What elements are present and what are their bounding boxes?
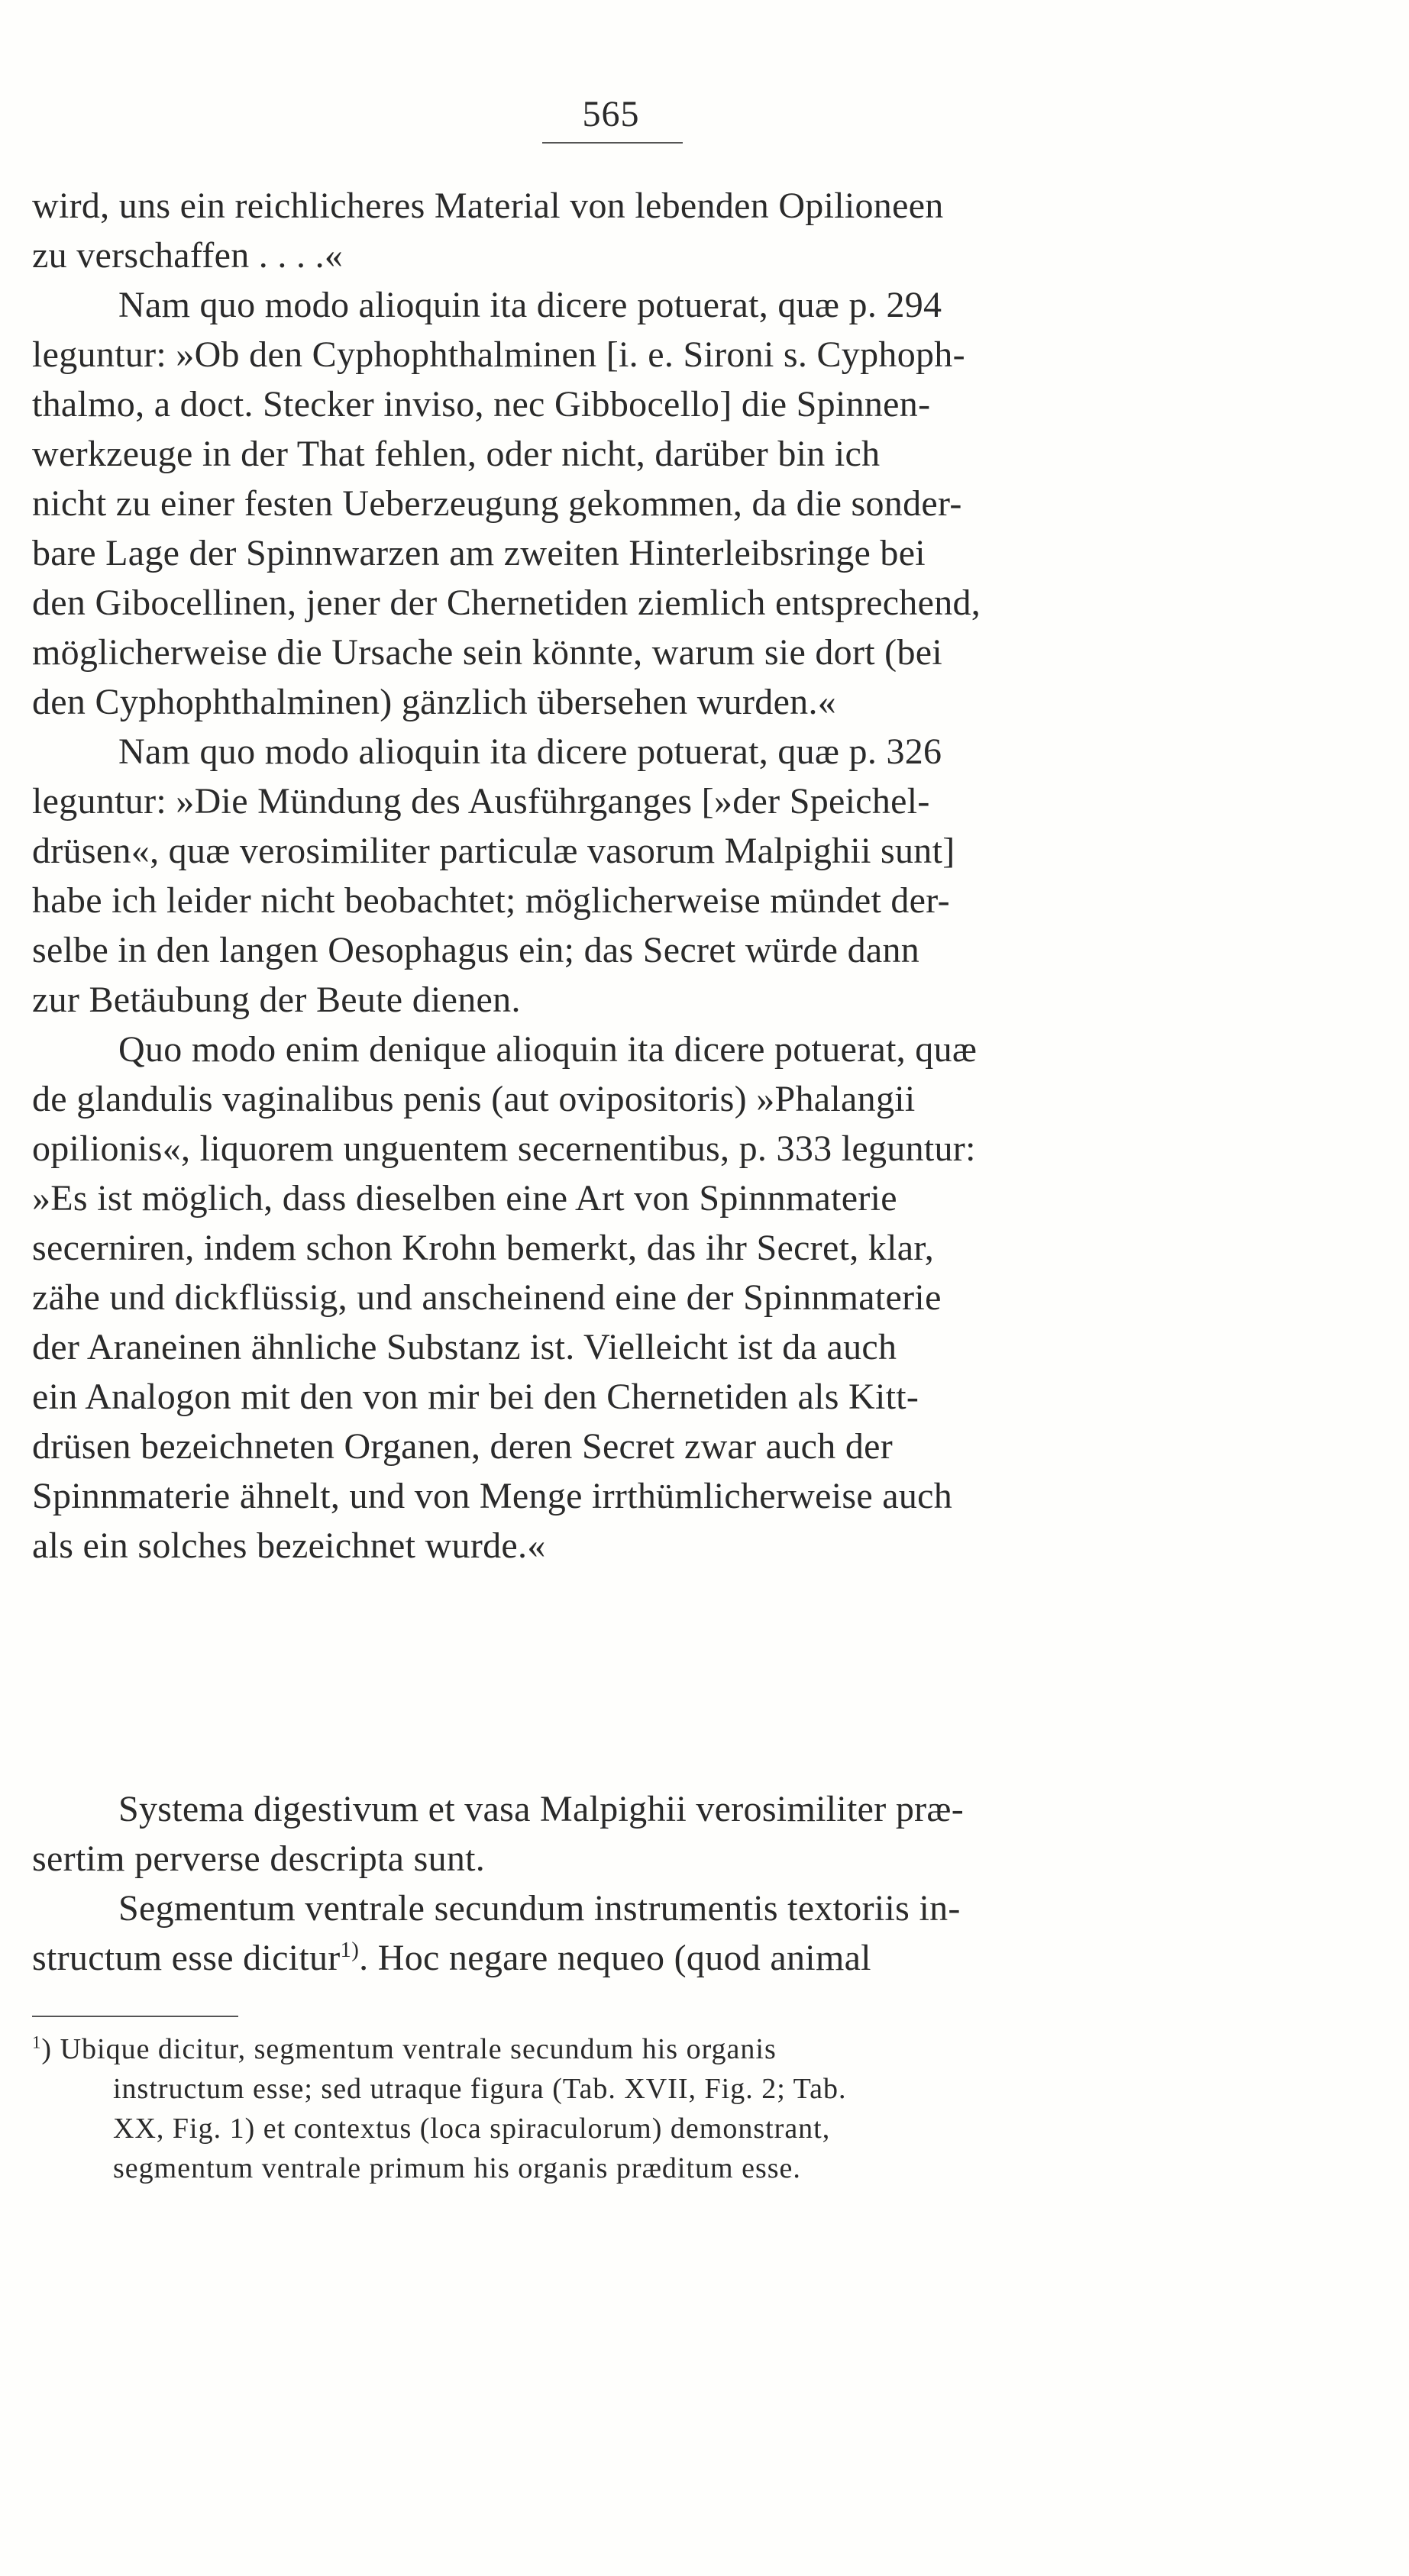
text-line <box>118 1027 1193 1073</box>
text-line <box>32 630 1193 676</box>
text-line-content: de glandulis vaginalibus penis (aut ovipositoris) »Phalangii <box>32 1079 916 1119</box>
text-line-content: structum esse dicitur <box>32 1938 341 1978</box>
footnote-rule <box>32 2016 238 2017</box>
footnote-text: XX, Fig. 1) et contextus (loca spiraculorum) demonstrant, <box>113 2113 831 2145</box>
text-line-content: bare Lage der Spinnwarzen am zweiten Hinterleibsringe bei <box>32 533 926 573</box>
text-line-content: zur Betäubung der Beute dienen. <box>32 980 521 1020</box>
text-line-content: Systema digestivum et vasa Malpighii verosimiliter præ- <box>118 1789 964 1829</box>
text-line-content: Segmentum ventrale secundum instrumentis textoriis in- <box>118 1888 961 1929</box>
text-line-content: selbe in den langen Oesophagus ein; das Secret würde dann <box>32 930 920 970</box>
text-line <box>32 1176 1193 1222</box>
text-line <box>32 1424 1193 1470</box>
text-line <box>32 233 1193 279</box>
text-line <box>32 977 1193 1023</box>
footnote-reference: 1) <box>340 1938 360 1962</box>
text-line-content: sertim perverse descripta sunt. <box>32 1838 486 1879</box>
text-line-content: zähe und dickflüssig, und anscheinend eine der Spinnmaterie <box>32 1277 942 1318</box>
text-line <box>32 1275 1193 1321</box>
text-line-content: opilionis«, liquorem unguentem secernentibus, p. 333 leguntur: <box>32 1128 976 1169</box>
footnote-line <box>113 2150 1193 2187</box>
text-line <box>32 1126 1193 1172</box>
text-line-content: Quo modo enim denique alioquin ita dicere potuerat, quæ <box>118 1029 978 1070</box>
text-line-content: der Araneinen ähnliche Substanz ist. Vielleicht ist da auch <box>32 1327 897 1367</box>
text-line-tail: . Hoc negare nequeo (quod animal <box>359 1938 871 1978</box>
text-line-content: den Cyphophthalminen) gänzlich übersehen wurden.« <box>32 682 837 722</box>
text-line <box>32 332 1193 378</box>
text-line-content: möglicherweise die Ursache sein könnte, warum sie dort (bei <box>32 632 942 673</box>
text-line <box>118 1886 1193 1932</box>
text-line <box>32 878 1193 924</box>
text-line <box>32 1474 1193 1519</box>
text-line <box>32 1374 1193 1420</box>
text-line-content: drüsen«, quæ verosimiliter particulæ vasorum Malpighii sunt] <box>32 831 955 871</box>
page-number-rule <box>542 142 683 144</box>
text-line <box>32 580 1193 626</box>
text-line <box>32 779 1193 825</box>
text-line <box>32 928 1193 973</box>
text-line-content: »Es ist möglich, dass dieselben eine Art von Spinnmaterie <box>32 1178 897 1219</box>
text-line-content: werkzeuge in der That fehlen, oder nicht, darüber bin ich <box>32 434 881 474</box>
text-line <box>32 481 1193 527</box>
text-line-content: Nam quo modo alioquin ita dicere potuerat, quæ p. 294 <box>118 285 942 325</box>
text-line <box>118 282 1193 328</box>
text-line-content: habe ich leider nicht beobachtet; möglicherweise mündet der- <box>32 880 950 921</box>
text-line <box>32 382 1193 428</box>
text-line-content: secerniren, indem schon Krohn bemerkt, das ihr Secret, klar, <box>32 1228 935 1268</box>
text-line-content: als ein solches bezeichnet wurde.« <box>32 1525 546 1566</box>
footnote-text: segmentum ventrale primum his organis præditum esse. <box>113 2152 801 2184</box>
footnote-text: Ubique dicitur, segmentum ventrale secundum his organis <box>60 2033 777 2065</box>
text-line-content: Spinnmaterie ähnelt, und von Menge irrthümlicherweise auch <box>32 1476 953 1516</box>
text-line-content: ein Analogon mit den von mir bei den Chernetiden als Kitt- <box>32 1377 919 1417</box>
text-line <box>32 1225 1193 1271</box>
text-line <box>118 1787 1193 1832</box>
text-line-content: nicht zu einer festen Ueberzeugung gekommen, da die sonder- <box>32 483 962 524</box>
footnote-line <box>113 2110 1193 2147</box>
footnote-text: instructum esse; sed utraque figura (Tab. XVII, Fig. 2; Tab. <box>113 2073 847 2105</box>
page-number: 565 <box>582 94 640 134</box>
text-line-content: leguntur: »Die Mündung des Ausführganges [»der Speichel- <box>32 781 930 822</box>
text-line-content: den Gibocellinen, jener der Chernetiden ziemlich entsprechend, <box>32 583 981 623</box>
text-line <box>32 431 1193 477</box>
text-line <box>118 729 1193 775</box>
text-line <box>32 1325 1193 1370</box>
text-line <box>32 1523 1193 1569</box>
text-line-content: wird, uns ein reichlicheres Material von lebenden Opilioneen <box>32 186 944 226</box>
text-line <box>32 531 1193 576</box>
text-line-content: drüsen bezeichneten Organen, deren Secret zwar auch der <box>32 1426 894 1467</box>
footnote-line <box>32 2031 1193 2068</box>
text-line-content: Nam quo modo alioquin ita dicere potuerat, quæ p. 326 <box>118 731 942 772</box>
text-line-content: thalmo, a doct. Stecker inviso, nec Gibbocello] die Spinnen- <box>32 384 931 424</box>
text-line-content: leguntur: »Ob den Cyphophthalminen [i. e. Sironi s. Cyphoph- <box>32 334 965 375</box>
text-line <box>32 1836 1193 1882</box>
text-line <box>32 680 1193 725</box>
text-line <box>32 1077 1193 1122</box>
footnote-marker: $^1$) <box>32 2032 60 2065</box>
text-line <box>32 183 1193 229</box>
footnote-line <box>113 2071 1193 2107</box>
text-line-content: zu verschaffen . . . .« <box>32 235 344 276</box>
text-line <box>32 1935 1193 1981</box>
text-line <box>32 828 1193 874</box>
